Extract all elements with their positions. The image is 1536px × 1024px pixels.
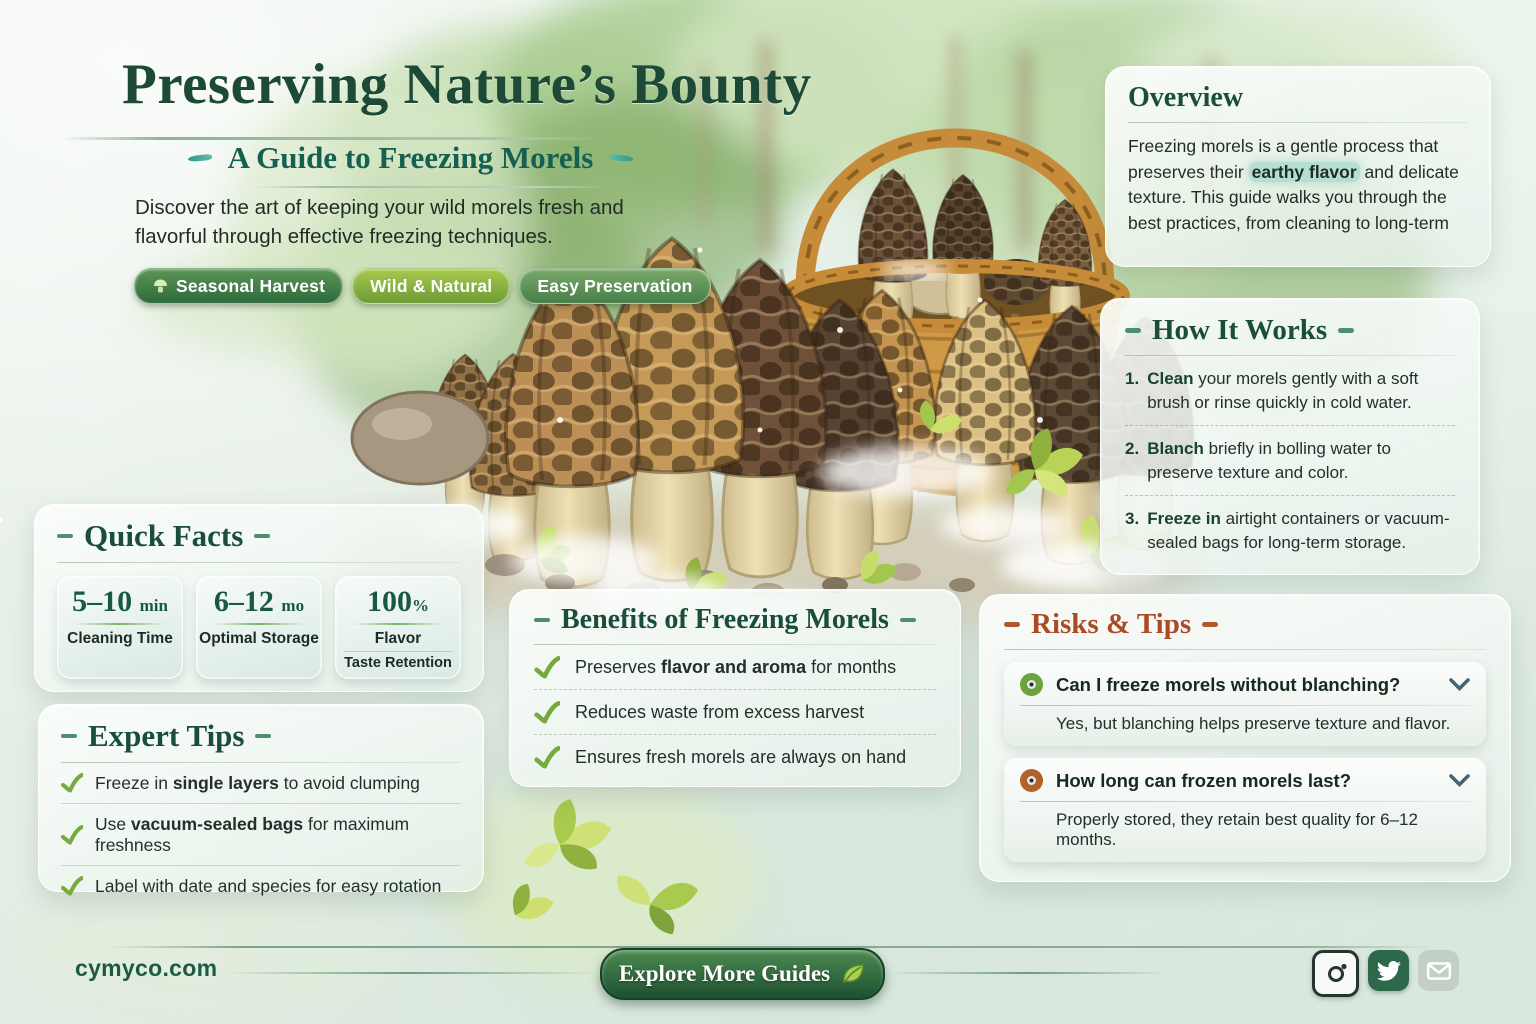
chevron-down-icon[interactable] bbox=[1449, 678, 1470, 691]
stat-sublabel: Taste Retention bbox=[344, 651, 452, 671]
benefits-title: Benefits of Freezing Morels bbox=[561, 604, 889, 635]
stat-value: 6–12 mo bbox=[213, 585, 305, 618]
swoosh-right-icon bbox=[609, 154, 633, 162]
stat-label: Optimal Storage bbox=[199, 630, 319, 647]
decorative-dash-icon bbox=[1125, 328, 1141, 333]
divider bbox=[75, 623, 166, 625]
how-it-works-title-row bbox=[1125, 314, 1455, 347]
decorative-dash-icon bbox=[1202, 622, 1218, 627]
step-text bbox=[1147, 507, 1455, 554]
overview-card bbox=[1105, 66, 1491, 267]
step-1 bbox=[1125, 367, 1455, 414]
step-rest: briefly in bolling water to preserve texture and color. bbox=[1147, 439, 1391, 482]
check-icon bbox=[534, 656, 560, 679]
divider bbox=[1125, 355, 1455, 356]
check-icon bbox=[61, 773, 83, 793]
stat-value: 5–10 min bbox=[72, 585, 168, 618]
decorative-dash-icon bbox=[900, 618, 916, 623]
benefit-item bbox=[534, 689, 936, 734]
social-links bbox=[1312, 950, 1459, 997]
overview-title: Overview bbox=[1128, 82, 1244, 113]
stat-value: 100% bbox=[367, 585, 429, 618]
faq-bullet-icon bbox=[1020, 673, 1043, 696]
stat-taste-retention bbox=[335, 576, 461, 679]
step-rest: your morels gently with a soft brush or rinse quickly in cold water. bbox=[1147, 369, 1419, 412]
step-number: 1. bbox=[1125, 369, 1140, 388]
expert-tips-title: Expert Tips bbox=[88, 718, 245, 753]
benefit-item bbox=[534, 734, 936, 779]
faq-question: Can I freeze morels without blanching? bbox=[1056, 673, 1401, 695]
decorative-dash-icon bbox=[534, 618, 550, 623]
stat-unit: mo bbox=[281, 596, 305, 615]
explore-more-guides-button[interactable] bbox=[600, 948, 885, 1000]
expert-tips-title-row bbox=[61, 718, 461, 754]
divider bbox=[57, 562, 461, 563]
page-description bbox=[135, 193, 625, 251]
subtitle-divider bbox=[255, 186, 607, 188]
divider bbox=[353, 623, 444, 625]
quick-facts-title: Quick Facts bbox=[84, 518, 244, 553]
expert-tips-card bbox=[38, 704, 484, 896]
benefit-text: Reduces waste from excess harvest bbox=[575, 701, 865, 722]
decorative-dash-icon bbox=[57, 534, 73, 539]
divider bbox=[214, 623, 305, 625]
overview-text bbox=[1128, 134, 1468, 236]
stat-cleaning-time bbox=[57, 576, 183, 679]
twitter-icon[interactable] bbox=[1368, 950, 1409, 991]
swoosh-left-icon bbox=[187, 154, 211, 162]
stat-unit: % bbox=[412, 596, 429, 615]
tip-text: Freeze in single layers to avoid clumping bbox=[95, 772, 420, 793]
faq-bullet-icon bbox=[1020, 769, 1043, 792]
overview-text-part: Freezing morels is a gentle process that preserves their bbox=[1128, 136, 1439, 182]
risks-title: Risks & Tips bbox=[1031, 608, 1192, 640]
badge-label: Wild & Natural bbox=[370, 275, 493, 296]
stat-label: Flavor bbox=[374, 630, 422, 647]
faq-item-blanching[interactable] bbox=[1004, 662, 1486, 746]
benefit-text: Preserves flavor and aroma for months bbox=[575, 656, 897, 677]
benefits-card bbox=[509, 589, 961, 787]
decorative-dash-icon bbox=[254, 534, 270, 539]
badge-wild-natural bbox=[352, 268, 510, 304]
faq-answer: Yes, but blanching helps preserve texture and flavor. bbox=[1056, 714, 1451, 733]
email-icon[interactable] bbox=[1418, 950, 1459, 991]
step-3 bbox=[1125, 507, 1455, 554]
badge-row bbox=[134, 268, 711, 304]
chevron-down-icon[interactable] bbox=[1449, 774, 1470, 787]
risks-tips-card bbox=[979, 594, 1511, 882]
step-keyword: Blanch bbox=[1147, 439, 1204, 458]
highlighted-phrase: earthy flavor bbox=[1249, 162, 1360, 182]
divider bbox=[1125, 425, 1455, 426]
description-line-2: flavorful through effective freezing techniques. bbox=[135, 225, 553, 248]
site-link[interactable]: cymyco.com bbox=[75, 955, 218, 981]
decorative-dash-icon bbox=[255, 734, 271, 739]
tip-item bbox=[61, 865, 461, 906]
footer-divider bbox=[888, 972, 1168, 974]
stats-row bbox=[57, 576, 461, 679]
check-icon bbox=[534, 701, 560, 724]
badge-easy-preservation bbox=[519, 268, 710, 304]
step-number: 3. bbox=[1125, 509, 1140, 528]
tip-item bbox=[61, 803, 461, 865]
divider bbox=[1020, 705, 1470, 706]
divider bbox=[1020, 801, 1470, 802]
divider bbox=[1128, 122, 1468, 123]
stat-unit: min bbox=[139, 596, 168, 615]
step-rest: airtight containers or vacuum-sealed bags for long-term storage. bbox=[1147, 509, 1450, 552]
step-text bbox=[1147, 367, 1455, 414]
tip-text: Label with date and species for easy rotation bbox=[95, 875, 442, 896]
step-2 bbox=[1125, 437, 1455, 484]
benefit-item bbox=[534, 645, 936, 689]
risks-title-row bbox=[1004, 608, 1486, 641]
badge-seasonal-harvest bbox=[134, 268, 343, 304]
overview-text-part: and delicate texture. This guide walks you through the best practices, from cleaning to long-term bbox=[1128, 161, 1459, 233]
faq-answer: Properly stored, they retain best quality for 6–12 months. bbox=[1056, 810, 1418, 849]
benefits-title-row bbox=[534, 604, 936, 636]
stat-label: Cleaning Time bbox=[67, 630, 173, 647]
step-keyword: Freeze in bbox=[1147, 509, 1221, 528]
badge-label: Seasonal Harvest bbox=[176, 275, 326, 296]
footer-divider bbox=[225, 972, 595, 974]
step-keyword: Clean bbox=[1147, 369, 1194, 388]
quick-facts-title-row bbox=[57, 518, 461, 554]
benefit-text: Ensures fresh morels are always on hand bbox=[575, 746, 907, 767]
faq-question-row[interactable] bbox=[1020, 769, 1470, 792]
description-line-1: Discover the art of keeping your wild morels fresh and bbox=[135, 196, 624, 219]
decorative-dash-icon bbox=[1338, 328, 1354, 333]
how-it-works-card bbox=[1100, 298, 1480, 575]
decorative-dash-icon bbox=[1004, 622, 1020, 627]
quick-facts-card bbox=[34, 504, 484, 692]
instagram-icon[interactable] bbox=[1312, 950, 1359, 997]
check-icon bbox=[61, 825, 83, 845]
step-number: 2. bbox=[1125, 439, 1140, 458]
tip-text: Use vacuum-sealed bags for maximum freshness bbox=[95, 813, 410, 855]
cta-label: Explore More Guides bbox=[618, 961, 831, 986]
divider bbox=[1125, 495, 1455, 496]
how-it-works-title: How It Works bbox=[1152, 314, 1328, 346]
faq-question-row[interactable] bbox=[1020, 673, 1470, 696]
stat-optimal-storage bbox=[196, 576, 322, 679]
badge-label: Easy Preservation bbox=[537, 275, 693, 296]
faq-question: How long can frozen morels last? bbox=[1056, 769, 1352, 791]
mushroom-icon bbox=[152, 278, 169, 295]
page-subtitle: A Guide to Freezing Morels bbox=[227, 140, 594, 175]
tip-item bbox=[61, 763, 461, 803]
leaf-icon bbox=[840, 962, 866, 986]
check-icon bbox=[534, 746, 560, 769]
step-text bbox=[1147, 437, 1455, 484]
divider bbox=[1004, 649, 1486, 650]
check-icon bbox=[61, 876, 83, 896]
page-subtitle-row bbox=[128, 140, 693, 176]
decorative-dash-icon bbox=[61, 734, 77, 739]
faq-item-duration[interactable] bbox=[1004, 758, 1486, 862]
page-title: Preserving Nature’s Bounty bbox=[122, 53, 812, 116]
